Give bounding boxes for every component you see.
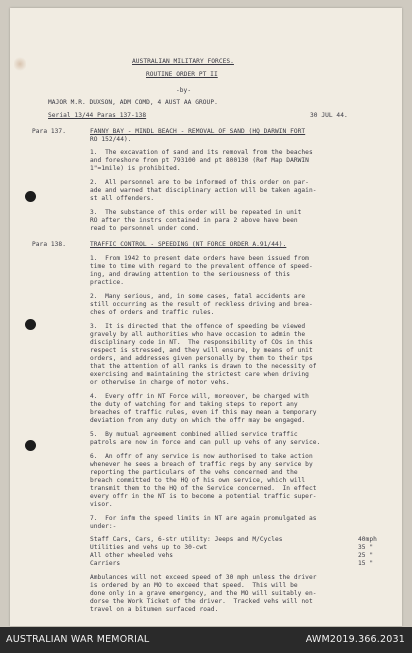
- document-title: AUSTRALIAN MILITARY FORCES.: [132, 58, 234, 65]
- para-heading-cont: RO 152/44).: [90, 136, 132, 143]
- speed-limit-label: Utilities and vehs up to 30-cwt: [90, 544, 208, 551]
- para-number: Para 138.: [32, 241, 66, 248]
- paragraph-line: orders, and addresses given personally by them to their tps: [90, 355, 313, 362]
- paragraph-line: exercising and maintaining the strictest care when driving: [90, 371, 309, 378]
- paragraph-line: and foreshore from pt 793100 and pt 800130 (Ref Map DARWIN: [90, 157, 309, 164]
- paragraph-line: time to time with regard to the prevalent offence of speed-: [90, 263, 313, 270]
- paragraph-line: disciplinary code in NT. The responsibility of COs in this: [90, 339, 313, 346]
- paragraph-line: every offr in the NT is to become a potential traffic super-: [90, 493, 317, 500]
- speed-limit-label: Staff Cars, Cars, 6-str utility: Jeeps and M/Cycles: [90, 536, 283, 543]
- paragraph-line: 1. The excavation of sand and its removal from the beaches: [90, 149, 313, 156]
- paragraph-line: 4. Every offr in NT Force will, moreover, be charged with: [90, 393, 309, 400]
- paragraph-line: 1"=1mile) is prohibited.: [90, 165, 181, 172]
- paragraph-line: dorse the Work Ticket of the driver. Tracked vehs will not: [90, 598, 313, 605]
- archive-accession-number: AWM2019.366.2031: [305, 634, 405, 645]
- paragraph-line: 3. The substance of this order will be repeated in unit: [90, 209, 302, 216]
- para-heading: FANNY BAY - MINDL BEACH - REMOVAL OF SAND (HQ DARWIN FORT: [90, 128, 306, 135]
- paragraph-line: read to personnel under comd.: [90, 225, 200, 232]
- paragraph-line: patrols are now in force and can pull up vehs of any service.: [90, 439, 321, 446]
- speed-limit-value: 40mph: [358, 536, 377, 543]
- paragraph-line: ade and warned that disciplinary action will be taken again-: [90, 187, 317, 194]
- document-page: [10, 8, 402, 626]
- paragraph-line: is ordered by an MO to exceed that speed. This will be: [90, 582, 298, 589]
- paragraph-line: breaches of traffic rules, even if this may mean a temporary: [90, 409, 317, 416]
- paragraph-line: the duty of watching for and taking steps to report any: [90, 401, 298, 408]
- paragraph-line: 7. For infm the speed limits in NT are again promulgated as: [90, 515, 317, 522]
- paragraph-line: 6. An offr of any service is now authorised to take action: [90, 453, 313, 460]
- paragraph-line: whenever he sees a breach of traffic regs by any service by: [90, 461, 313, 468]
- commander-line: MAJOR M.R. DUXSON, ADM COMD, 4 AUST AA GROUP.: [48, 99, 218, 106]
- paragraph-line: still occurring as the result of reckless driving and brea-: [90, 301, 313, 308]
- paragraph-line: 5. By mutual agreement combined allied service traffic: [90, 431, 298, 438]
- paragraph-line: transmit them to the HQ of the Service concerned. In effect: [90, 485, 317, 492]
- paragraph-line: 2. Many serious, and, in some cases, fatal accidents are: [90, 293, 306, 300]
- paragraph-line: 2. All personnel are to be informed of this order on par-: [90, 179, 309, 186]
- paragraph-line: done only in a grave emergency, and the MO will suitably en-: [90, 590, 317, 597]
- paragraph-line: respect is stressed, and they will ensure, by means of unit: [90, 347, 313, 354]
- paragraph-line: deviation from any duty on which the offr may be engaged.: [90, 417, 306, 424]
- speed-limit-label: Carriers: [90, 560, 121, 567]
- para-number: Para 137.: [32, 128, 66, 135]
- paragraph-line: visor.: [90, 501, 113, 508]
- paragraph-line: that the attention of all ranks is drawn to the necessity of: [90, 363, 317, 370]
- paragraph-line: under:-: [90, 523, 117, 530]
- paragraph-line: or otherwise in charge of motor vehs.: [90, 379, 230, 386]
- paragraph-line: travel on a bitumen surfaced road.: [90, 606, 219, 613]
- order-title: ROUTINE ORDER PT II: [146, 71, 218, 78]
- by-line: -by-: [176, 87, 192, 94]
- punch-hole: [25, 191, 36, 202]
- para-heading: TRAFFIC CONTROL - SPEEDING (NT FORCE ORDER A.91/44).: [90, 241, 287, 248]
- paragraph-line: gravely by all authorities who have occasion to admin the: [90, 331, 306, 338]
- speed-limit-value: 35 ": [358, 544, 374, 551]
- paragraph-line: ing, and drawing attention to the seriousness of this: [90, 271, 291, 278]
- serial-line: Serial 13/44 Paras 137-138: [48, 112, 147, 119]
- paragraph-line: st all offenders.: [90, 195, 155, 202]
- paragraph-line: ches of orders and traffic rules.: [90, 309, 215, 316]
- paragraph-line: breach committed to the HQ of his own service, which will: [90, 477, 306, 484]
- archive-name: AUSTRALIAN WAR MEMORIAL: [6, 634, 150, 645]
- speed-limit-value: 25 ": [358, 552, 374, 559]
- paragraph-line: RO after the instrs contained in para 2 above have been: [90, 217, 298, 224]
- speed-limit-value: 15 ": [358, 560, 374, 567]
- paragraph-line: Ambulances will not exceed speed of 30 mph unless the driver: [90, 574, 317, 581]
- paragraph-line: 3. It is directed that the offence of speeding be viewed: [90, 323, 306, 330]
- document-date: 30 JUL 44.: [310, 112, 348, 119]
- paragraph-line: reporting the particulars of the vehs concerned and the: [90, 469, 298, 476]
- paragraph-line: practice.: [90, 279, 124, 286]
- speed-limit-label: All other wheeled vehs: [90, 552, 174, 559]
- punch-hole: [25, 440, 36, 451]
- punch-hole: [25, 319, 36, 330]
- paragraph-line: 1. From 1942 to present date orders have been issued from: [90, 255, 309, 262]
- stain-mark: [14, 56, 26, 72]
